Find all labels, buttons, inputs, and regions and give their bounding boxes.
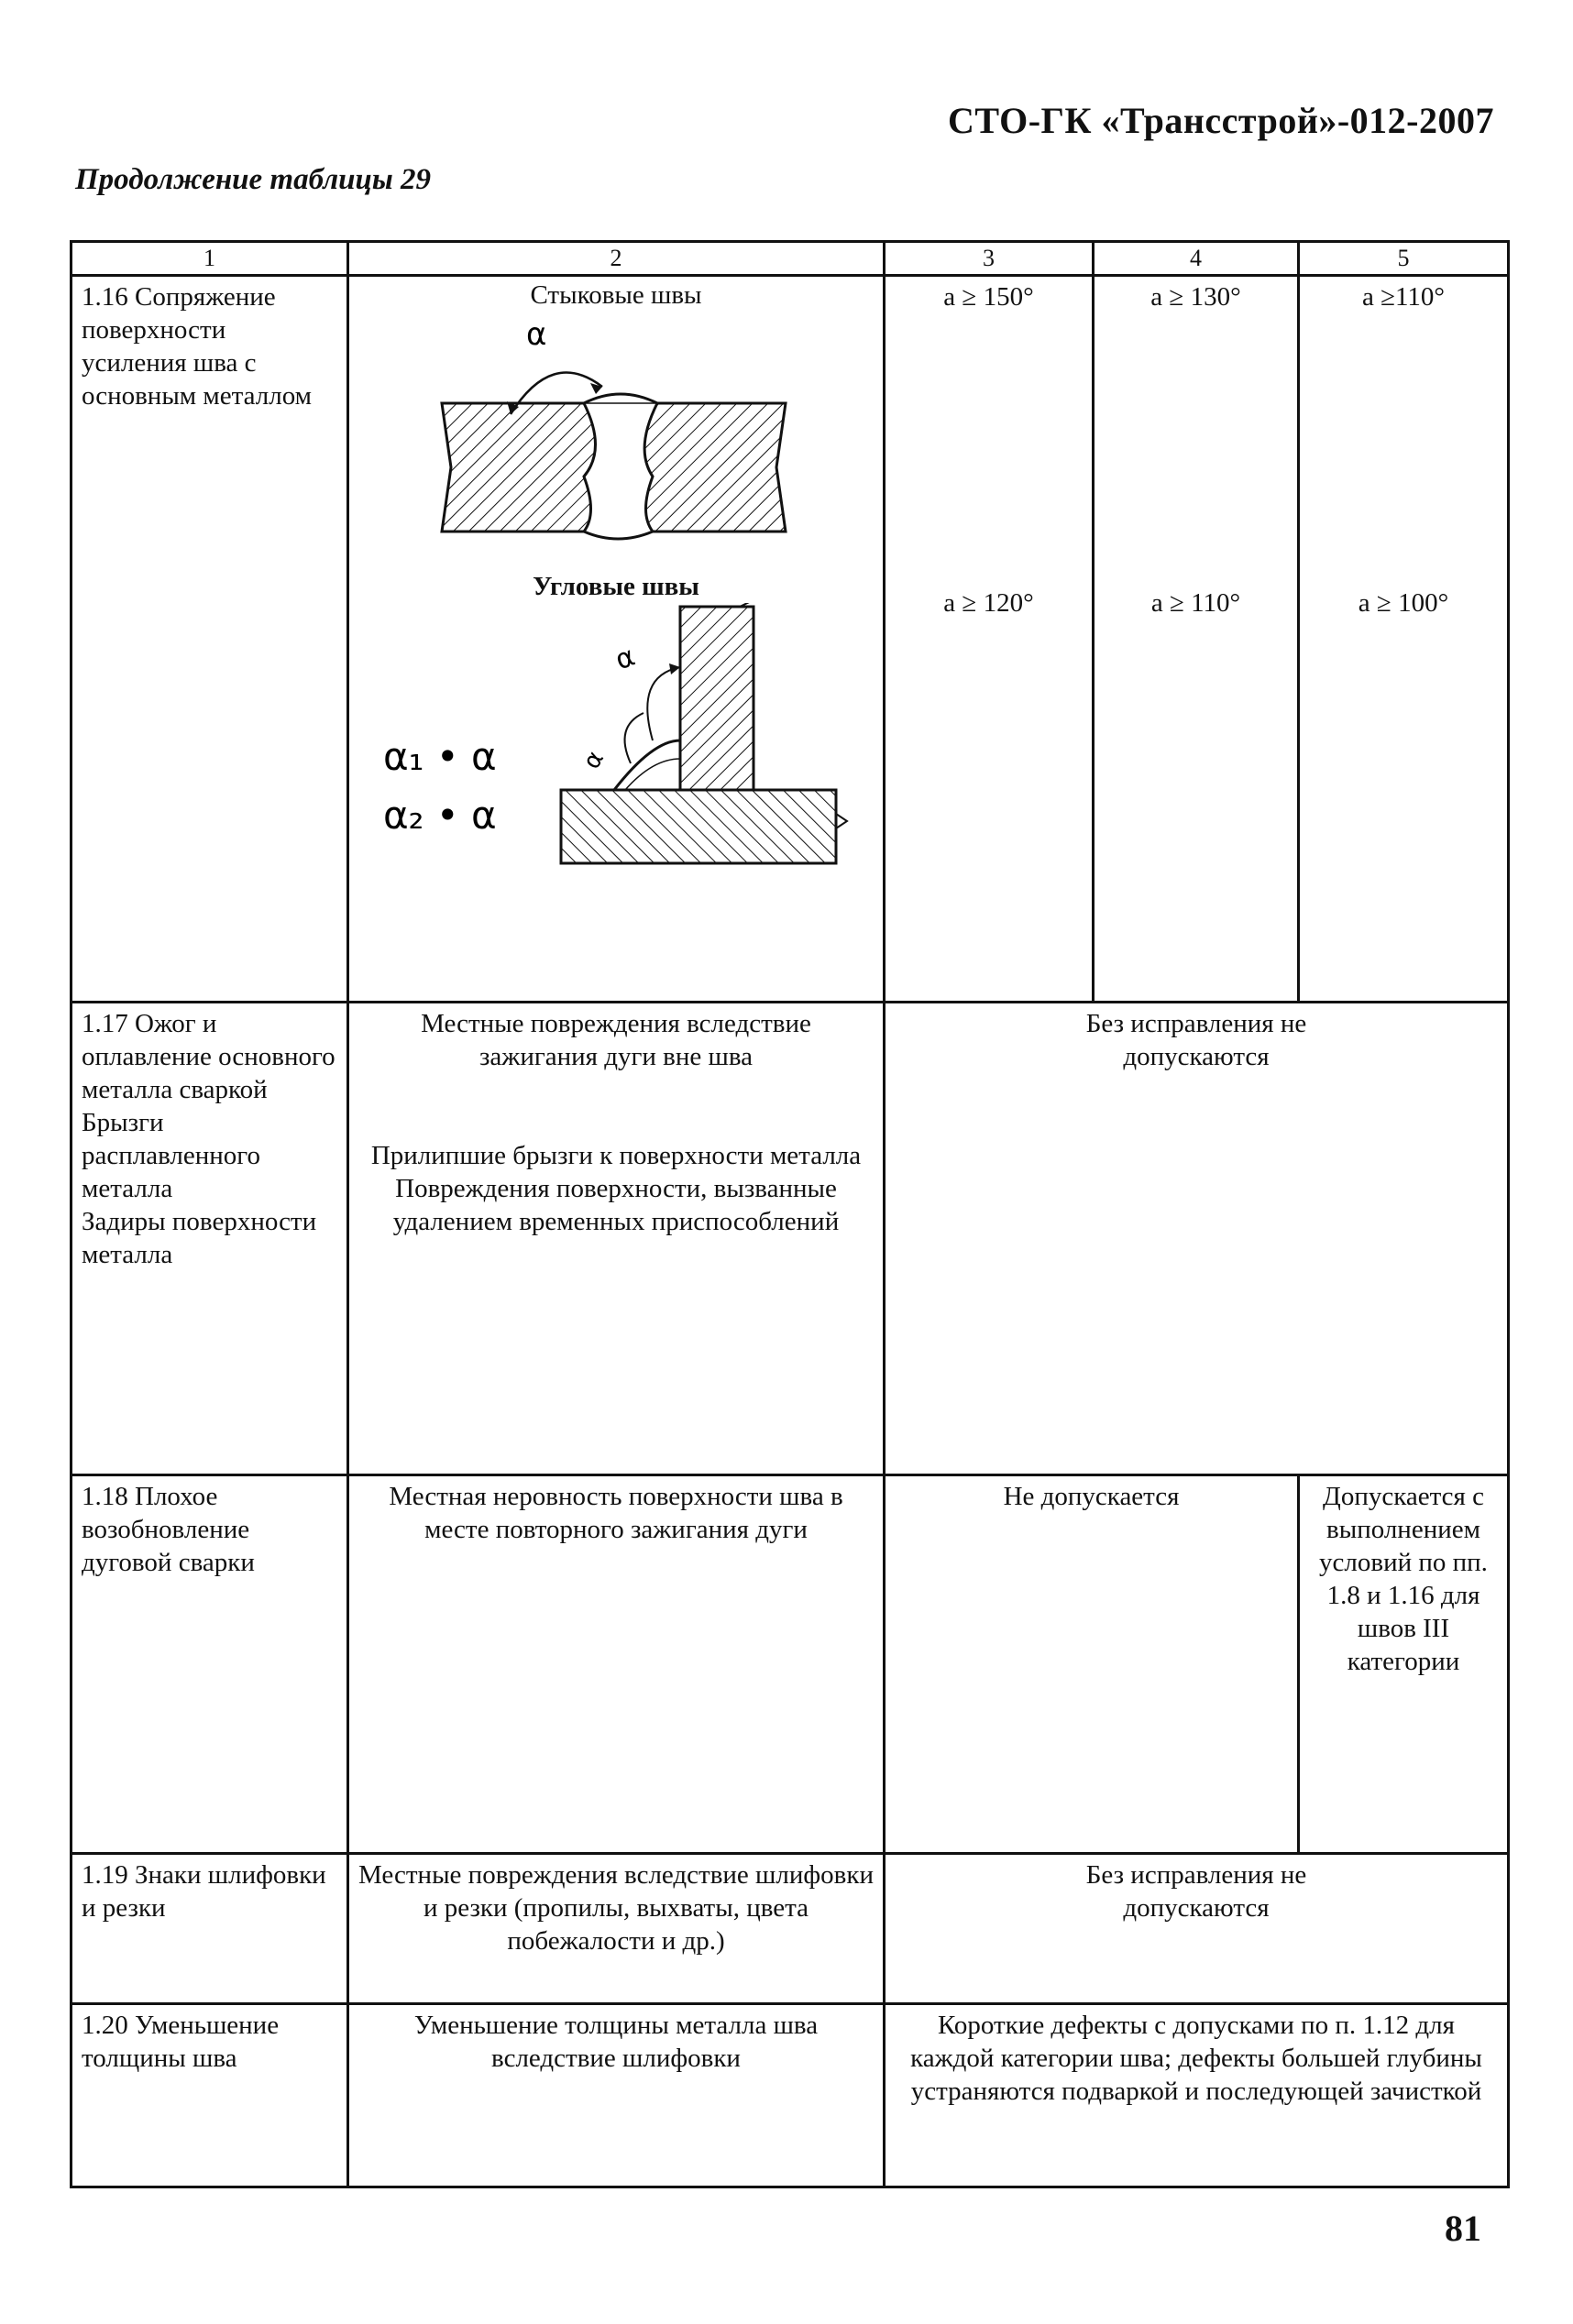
- table-row-1-17: [72, 1003, 1509, 1475]
- table-continuation-caption: Продолжение таблицы 29: [75, 163, 432, 196]
- description-1-17-scoring: Повреждения поверхности, вызванные удалением временных приспособлений: [392, 1174, 840, 1236]
- defect-cell-1-20: 1.20 Уменьшение толщины шва: [72, 2004, 348, 2187]
- alpha1-label: α: [578, 746, 610, 774]
- norm-cell-1-19: Без исправления не допускаются: [885, 1854, 1509, 2004]
- figures-cell-1-16: [348, 276, 885, 1003]
- butt-norm-col5: a ≥110°: [1361, 282, 1446, 312]
- table-row-1-18: [72, 1475, 1509, 1854]
- norm-cell-1-16-col5: [1299, 276, 1509, 1003]
- defect-1-17-burn: 1.17 Ожог и оплавление основного металла сваркой: [82, 1009, 336, 1104]
- alpha-label: α: [526, 316, 547, 353]
- norm-cell-1-16-col3: [885, 276, 1094, 1003]
- table-row-1-20: [72, 2004, 1509, 2187]
- defects-table: [70, 240, 1510, 2188]
- fillet-norm-col5: a ≥ 100°: [1358, 588, 1449, 618]
- norm-cell-1-16-col4: [1094, 276, 1299, 1003]
- description-1-17-spatter: Прилипшие брызги к поверхности металла: [370, 1141, 862, 1170]
- col-header-1: 1: [72, 242, 348, 276]
- norm-cell-1-18-col34: Не допускается: [885, 1475, 1299, 1854]
- col-header-4: 4: [1094, 242, 1299, 276]
- norm-cell-1-20: Короткие дефекты с допусками по п. 1.12 для каждой категории шва; дефекты большей глубины устраняются подваркой и последующей зачисткой: [885, 2004, 1509, 2187]
- defect-1-17-spatter: Брызги расплавленного металла: [82, 1108, 260, 1203]
- description-cell-1-20: Уменьшение толщины металла шва вследствие шлифовки: [348, 2004, 885, 2187]
- fillet-norm-col3: a ≥ 120°: [943, 588, 1034, 618]
- fillet-norm-col4: a ≥ 110°: [1150, 588, 1241, 618]
- table-row-1-19: [72, 1854, 1509, 2004]
- document-code: СТО-ГК «Трансстрой»-012-2007: [948, 100, 1494, 141]
- butt-norm-col4: a ≥ 130°: [1150, 282, 1241, 312]
- page-number: 81: [1445, 2208, 1481, 2249]
- description-cell-1-19: Местные повреждения вследствие шлифовки и резки (пропилы, выхваты, цвета побежалости и др.): [348, 1854, 885, 2004]
- equation-alpha1: α₁ • α: [383, 734, 497, 779]
- defect-cell-1-18: 1.18 Плохое возобновление дуговой сварки: [72, 1475, 348, 1854]
- norm-cell-1-18-col5: Допускается с выполнением условий по пп. 1.8 и 1.16 для швов III категории: [1299, 1475, 1509, 1854]
- norm-cell-1-17: Без исправления не допускаются: [885, 1003, 1509, 1475]
- equation-alpha2: α₂ • α: [383, 793, 497, 838]
- fillet-welds-label: Угловые швы: [533, 572, 699, 601]
- description-cell-1-18: Местная неровность поверхности шва в месте повторного зажигания дуги: [348, 1475, 885, 1854]
- butt-weld-diagram: [355, 312, 877, 550]
- defect-cell-1-16: 1.16 Сопряжение поверхности усиления шва с основным металлом: [72, 276, 348, 1003]
- col-header-5: 5: [1299, 242, 1509, 276]
- defect-cell-1-17: [72, 1003, 348, 1475]
- description-cell-1-17: [348, 1003, 885, 1475]
- butt-welds-label: Стыковые швы: [530, 280, 702, 310]
- defect-cell-1-19: 1.19 Знаки шлифовки и резки: [72, 1854, 348, 2004]
- col-header-3: 3: [885, 242, 1094, 276]
- fillet-weld-diagram: [355, 603, 877, 878]
- alpha2-label: α: [610, 640, 640, 677]
- butt-norm-col3: a ≥ 150°: [943, 282, 1034, 312]
- col-header-2: 2: [348, 242, 885, 276]
- description-1-17-burn: Местные повреждения вследствие зажигания дуги вне шва: [421, 1009, 811, 1071]
- table-row-1-16: [72, 276, 1509, 1003]
- defect-1-17-scoring: Задиры поверхности металла: [82, 1207, 317, 1269]
- column-number-row: [72, 242, 1509, 276]
